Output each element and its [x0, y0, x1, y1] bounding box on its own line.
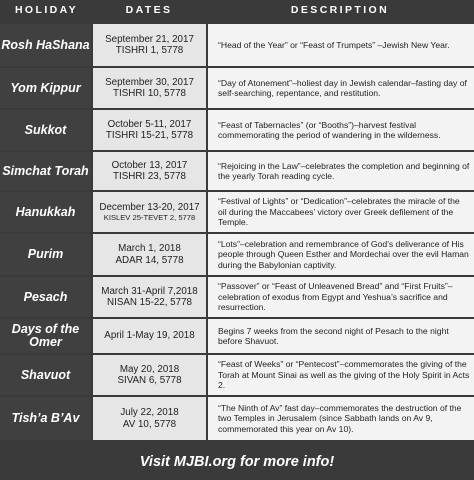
holiday-description: [208, 110, 474, 150]
holiday-description: [208, 234, 474, 275]
holiday-name: Yom Kippur: [0, 68, 91, 108]
table-row: [0, 319, 474, 353]
holiday-dates: [93, 397, 206, 440]
holiday-description: [208, 192, 474, 232]
footer-link[interactable]: Visit MJBI.org for more info!: [0, 443, 474, 480]
table-row: [0, 192, 474, 232]
holiday-name: Hanukkah: [0, 192, 91, 232]
table-row: [0, 355, 474, 395]
gregorian-date: July 22, 2018: [120, 407, 179, 418]
description-text: “Head of the Year” or “Feast of Trumpets” –Jewish New Year.: [218, 39, 450, 50]
gregorian-date: March 31-April 7,2018: [101, 285, 198, 297]
gregorian-date: May 20, 2018: [119, 363, 180, 375]
table-row: [0, 68, 474, 108]
holiday-description: [208, 277, 474, 317]
gregorian-date: September 30, 2017: [105, 76, 194, 88]
hebrew-date: TISHRI 10, 5778: [113, 88, 186, 99]
description-text: “Feast of Weeks” or “Pentecost”–commemorates the giving of the Torah at Mount Sinai as well as the giving of the Holy Spirit in Acts 2.: [218, 359, 470, 391]
holiday-description: [208, 355, 474, 395]
holiday-description: [208, 152, 474, 190]
table-row: [0, 234, 474, 275]
description-text: “Festival of Lights” or “Dedication”–celebrates the miracle of the oil during the Maccabees’ victory over Greek defilement of the Temple.: [218, 196, 460, 228]
holiday-description: [208, 24, 474, 66]
header-holiday: HOLIDAY: [14, 4, 79, 16]
holiday-name: Days of the Omer: [0, 319, 91, 353]
holiday-dates: [93, 355, 206, 395]
table-header: [0, 0, 474, 22]
description-text: “Feast of Tabernacles” (or “Booths”)–harvest festival commemorating the period of wandering in the wilderness.: [218, 119, 441, 140]
header-dates: DATES: [125, 4, 173, 16]
hebrew-date: TISHRI 1, 5778: [115, 45, 184, 56]
description-text: “Lots”–celebration and remembrance of God’s deliverance of His people through Queen Esther and Mordechai over the evil Haman during the Babylonian captivity.: [218, 238, 469, 270]
holiday-dates: [93, 192, 206, 232]
gregorian-date: April 1-May 19, 2018: [104, 330, 195, 342]
table-row: [0, 24, 474, 66]
holiday-dates: [93, 234, 206, 275]
holiday-name: Simchat Torah: [0, 152, 91, 190]
description-text: “Rejoicing in the Law”–celebrates the completion and beginning of the yearly Torah reading cycle.: [218, 160, 470, 181]
holiday-description: [208, 319, 474, 353]
holiday-dates: [93, 152, 206, 190]
holiday-description: [208, 68, 474, 108]
hebrew-date: ADAR 14, 5778: [115, 254, 184, 266]
table-row: [0, 110, 474, 150]
description-text: “Day of Atonement”–holiest day in Jewish calendar–fasting day of self-searching, repentance, and restitution.: [218, 77, 467, 98]
hebrew-date: KISLEV 25-TEVET 2, 5778: [103, 213, 196, 223]
holiday-name: Shavuot: [0, 355, 91, 395]
holiday-dates: [93, 277, 206, 317]
gregorian-date: September 21, 2017: [105, 33, 194, 45]
gregorian-date: October 5-11, 2017: [107, 118, 192, 130]
table-row: [0, 397, 474, 440]
holiday-name: Pesach: [0, 277, 91, 317]
description-text: “The Ninth of Av” fast day–commemorates the destruction of the two Temples in Jerusalem (since Sabbath lands on Av 9, commemorated this year on Av 10).: [218, 402, 462, 434]
hebrew-date: SIVAN 6, 5778: [117, 375, 182, 386]
description-text: Begins 7 weeks from the second night of Pesach to the night before Shavuot.: [218, 325, 449, 346]
holiday-name: Rosh HaShana: [0, 24, 91, 66]
header-description: DESCRIPTION: [290, 4, 390, 16]
holiday-dates: [93, 24, 206, 66]
table-row: [0, 152, 474, 190]
holiday-name: Purim: [0, 234, 91, 275]
gregorian-date: March 1, 2018: [118, 243, 181, 254]
holiday-dates: [93, 110, 206, 150]
holiday-name: Tish’a B’Av: [0, 397, 91, 440]
gregorian-date: October 13, 2017: [111, 159, 188, 171]
holiday-dates: [93, 68, 206, 108]
hebrew-date: TISHRI 15-21, 5778: [105, 130, 194, 141]
holiday-description: [208, 397, 474, 440]
description-text: “Passover” or “Feast of Unleavened Bread” and “First Fruits”–celebration of exodus from Egypt and Yeshua’s sacrifice and resurrection.: [218, 281, 453, 313]
holiday-name: Sukkot: [0, 110, 91, 150]
table-row: [0, 277, 474, 317]
hebrew-date: AV 10, 5778: [122, 418, 177, 430]
hebrew-date: NISAN 15-22, 5778: [107, 297, 192, 308]
holiday-dates: [93, 319, 206, 353]
gregorian-date: December 13-20, 2017: [99, 201, 200, 213]
hebrew-date: TISHRI 23, 5778: [113, 171, 186, 182]
